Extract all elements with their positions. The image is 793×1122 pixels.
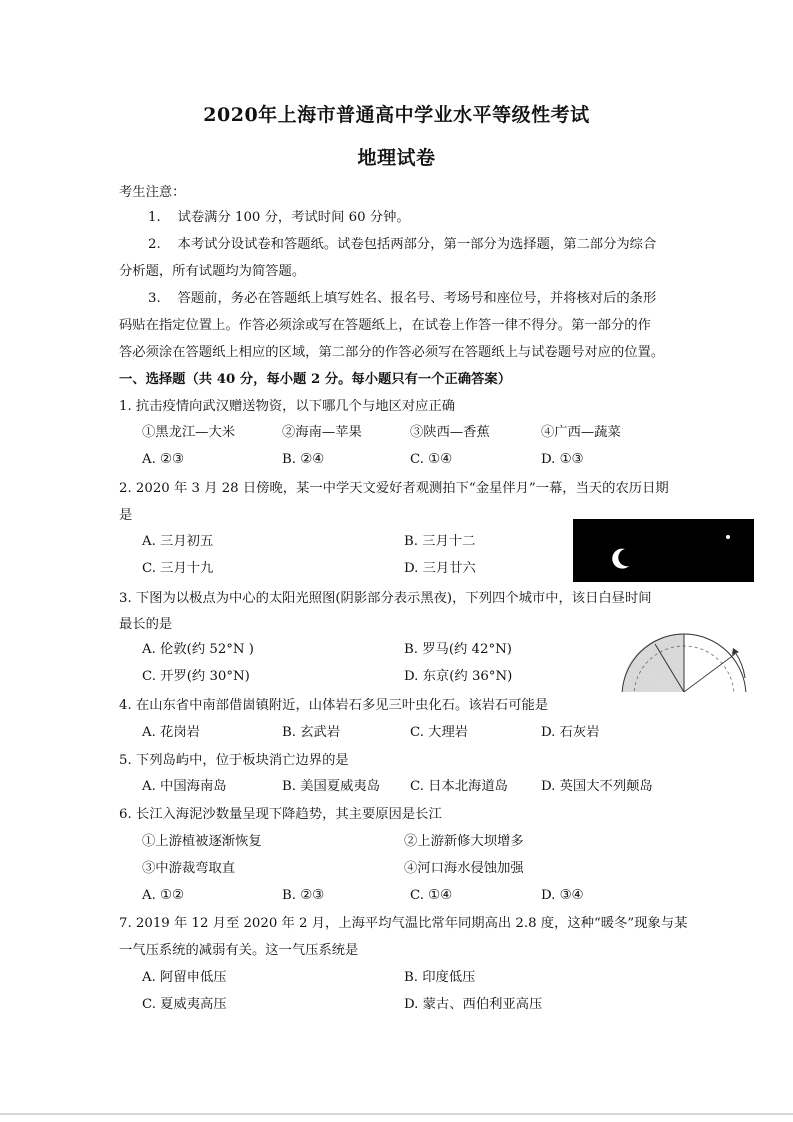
q7-stem: 7. 2019 年 12 月至 2020 年 2 月，上海平均气温比常年同期高出 2.8 度，这种“暖冬”现象与某: [119, 916, 688, 931]
q3-option-c: C. 开罗(约 30°N): [142, 669, 250, 684]
q2-option-c: C. 三月十九: [142, 561, 214, 576]
q4-option-a: A. 花岗岩: [142, 725, 200, 740]
q6-stem: 6. 长江入海泥沙数量呈现下降趋势，其主要原因是长江: [119, 807, 442, 822]
section-heading: 一、选择题（共 40 分，每小题 2 分。每小题只有一个正确答案）: [119, 372, 511, 387]
polar-illumination-diagram: [615, 632, 753, 692]
q3-stem-cont: 最长的是: [119, 617, 173, 632]
q5-option-c: C. 日本北海道岛: [410, 779, 508, 794]
q7-option-d: D. 蒙古、西伯利亚高压: [404, 997, 543, 1012]
venus-dot: [726, 535, 730, 539]
q6-item: ①上游植被逐渐恢复: [142, 834, 262, 849]
rotation-arrow-icon: [735, 652, 745, 678]
q7-stem-cont: 一气压系统的减弱有关。这一气压系统是: [119, 943, 359, 958]
q7-option-a: A. 阿留申低压: [142, 970, 227, 985]
q5-option-d: D. 英国大不列颠岛: [541, 779, 653, 794]
q6-option-b: B. ②③: [282, 888, 325, 903]
notice-item-2-cont: 分析题，所有试题均为简答题。: [119, 264, 306, 279]
q1-option-a: A. ②③: [142, 452, 184, 467]
q6-item: ④河口海水侵蚀加强: [404, 861, 524, 876]
notice-heading: 考生注意：: [119, 185, 186, 200]
notice-item-3: 3. 答题前，务必在答题纸上填写姓名、报名号、考场号和座位号，并将核对后的条形: [148, 291, 657, 306]
meridian-line: [684, 654, 735, 692]
notice-item-3-cont2: 答必须涂在答题纸上相应的区域，第二部分的作答必须写在答题纸上与试卷题号对应的位置。: [119, 345, 665, 360]
q6-item: ②上游新修大坝增多: [404, 834, 524, 849]
q4-option-b: B. 玄武岩: [282, 725, 341, 740]
q2-option-a: A. 三月初五: [142, 534, 214, 549]
q5-option-a: A. 中国海南岛: [142, 779, 227, 794]
q4-option-d: D. 石灰岩: [541, 725, 600, 740]
q6-option-a: A. ①②: [142, 888, 184, 903]
q2-option-d: D. 三月廿六: [404, 561, 476, 576]
exam-subtitle: 地理试卷: [357, 147, 436, 169]
q1-item: ④广西—蔬菜: [541, 425, 621, 440]
q6-option-c: C. ①④: [410, 888, 452, 903]
q5-stem: 5. 下列岛屿中，位于板块消亡边界的是: [119, 753, 349, 768]
q3-stem: 3. 下图为以极点为中心的太阳光照图(阴影部分表示黑夜)，下列四个城市中，该日白昼时间: [119, 591, 652, 606]
q3-option-b: B. 罗马(约 42°N): [404, 642, 512, 657]
q1-stem: 1. 抗击疫情向武汉赠送物资，以下哪几个与地区对应正确: [119, 399, 456, 414]
q3-option-a: A. 伦敦(约 52°N ): [142, 642, 254, 657]
q7-option-b: B. 印度低压: [404, 970, 476, 985]
arrowhead: [732, 648, 739, 655]
notice-item-2: 2. 本考试分设试卷和答题纸。试卷包括两部分，第一部分为选择题，第二部分为综合: [148, 237, 657, 252]
q3-option-d: D. 东京(约 36°N): [404, 669, 513, 684]
q4-stem: 4. 在山东省中南部借崮镇附近，山体岩石多见三叶虫化石。该岩石可能是: [119, 698, 549, 713]
venus-moon-photo: [573, 519, 754, 582]
q5-option-b: B. 美国夏威夷岛: [282, 779, 381, 794]
q6-item: ③中游裁弯取直: [142, 861, 236, 876]
crescent-moon-icon: [612, 549, 629, 569]
q7-option-c: C. 夏威夷高压: [142, 997, 227, 1012]
q1-option-d: D. ①③: [541, 452, 584, 467]
q2-stem-cont: 是: [119, 508, 133, 523]
q4-option-c: C. 大理岩: [410, 725, 469, 740]
q1-item: ③陕西—香蕉: [410, 425, 490, 440]
notice-item-1: 1. 试卷满分 100 分，考试时间 60 分钟。: [148, 210, 410, 225]
page-bottom-divider: [0, 1113, 793, 1115]
q1-item: ①黑龙江—大米: [142, 425, 236, 440]
notice-item-3-cont1: 码贴在指定位置上。作答必须涂或写在答题纸上，在试卷上作答一律不得分。第一部分的作: [119, 318, 651, 333]
q1-option-c: C. ①④: [410, 452, 452, 467]
q1-option-b: B. ②④: [282, 452, 325, 467]
q2-stem: 2. 2020 年 3 月 28 日傍晚，某一中学天文爱好者观测拍下“金星伴月”一幕，当天的农历日期: [119, 481, 669, 496]
q1-item: ②海南—苹果: [282, 425, 362, 440]
q6-option-d: D. ③④: [541, 888, 584, 903]
exam-title: 2020年上海市普通高中学业水平等级性考试: [203, 104, 590, 126]
q2-option-b: B. 三月十二: [404, 534, 476, 549]
